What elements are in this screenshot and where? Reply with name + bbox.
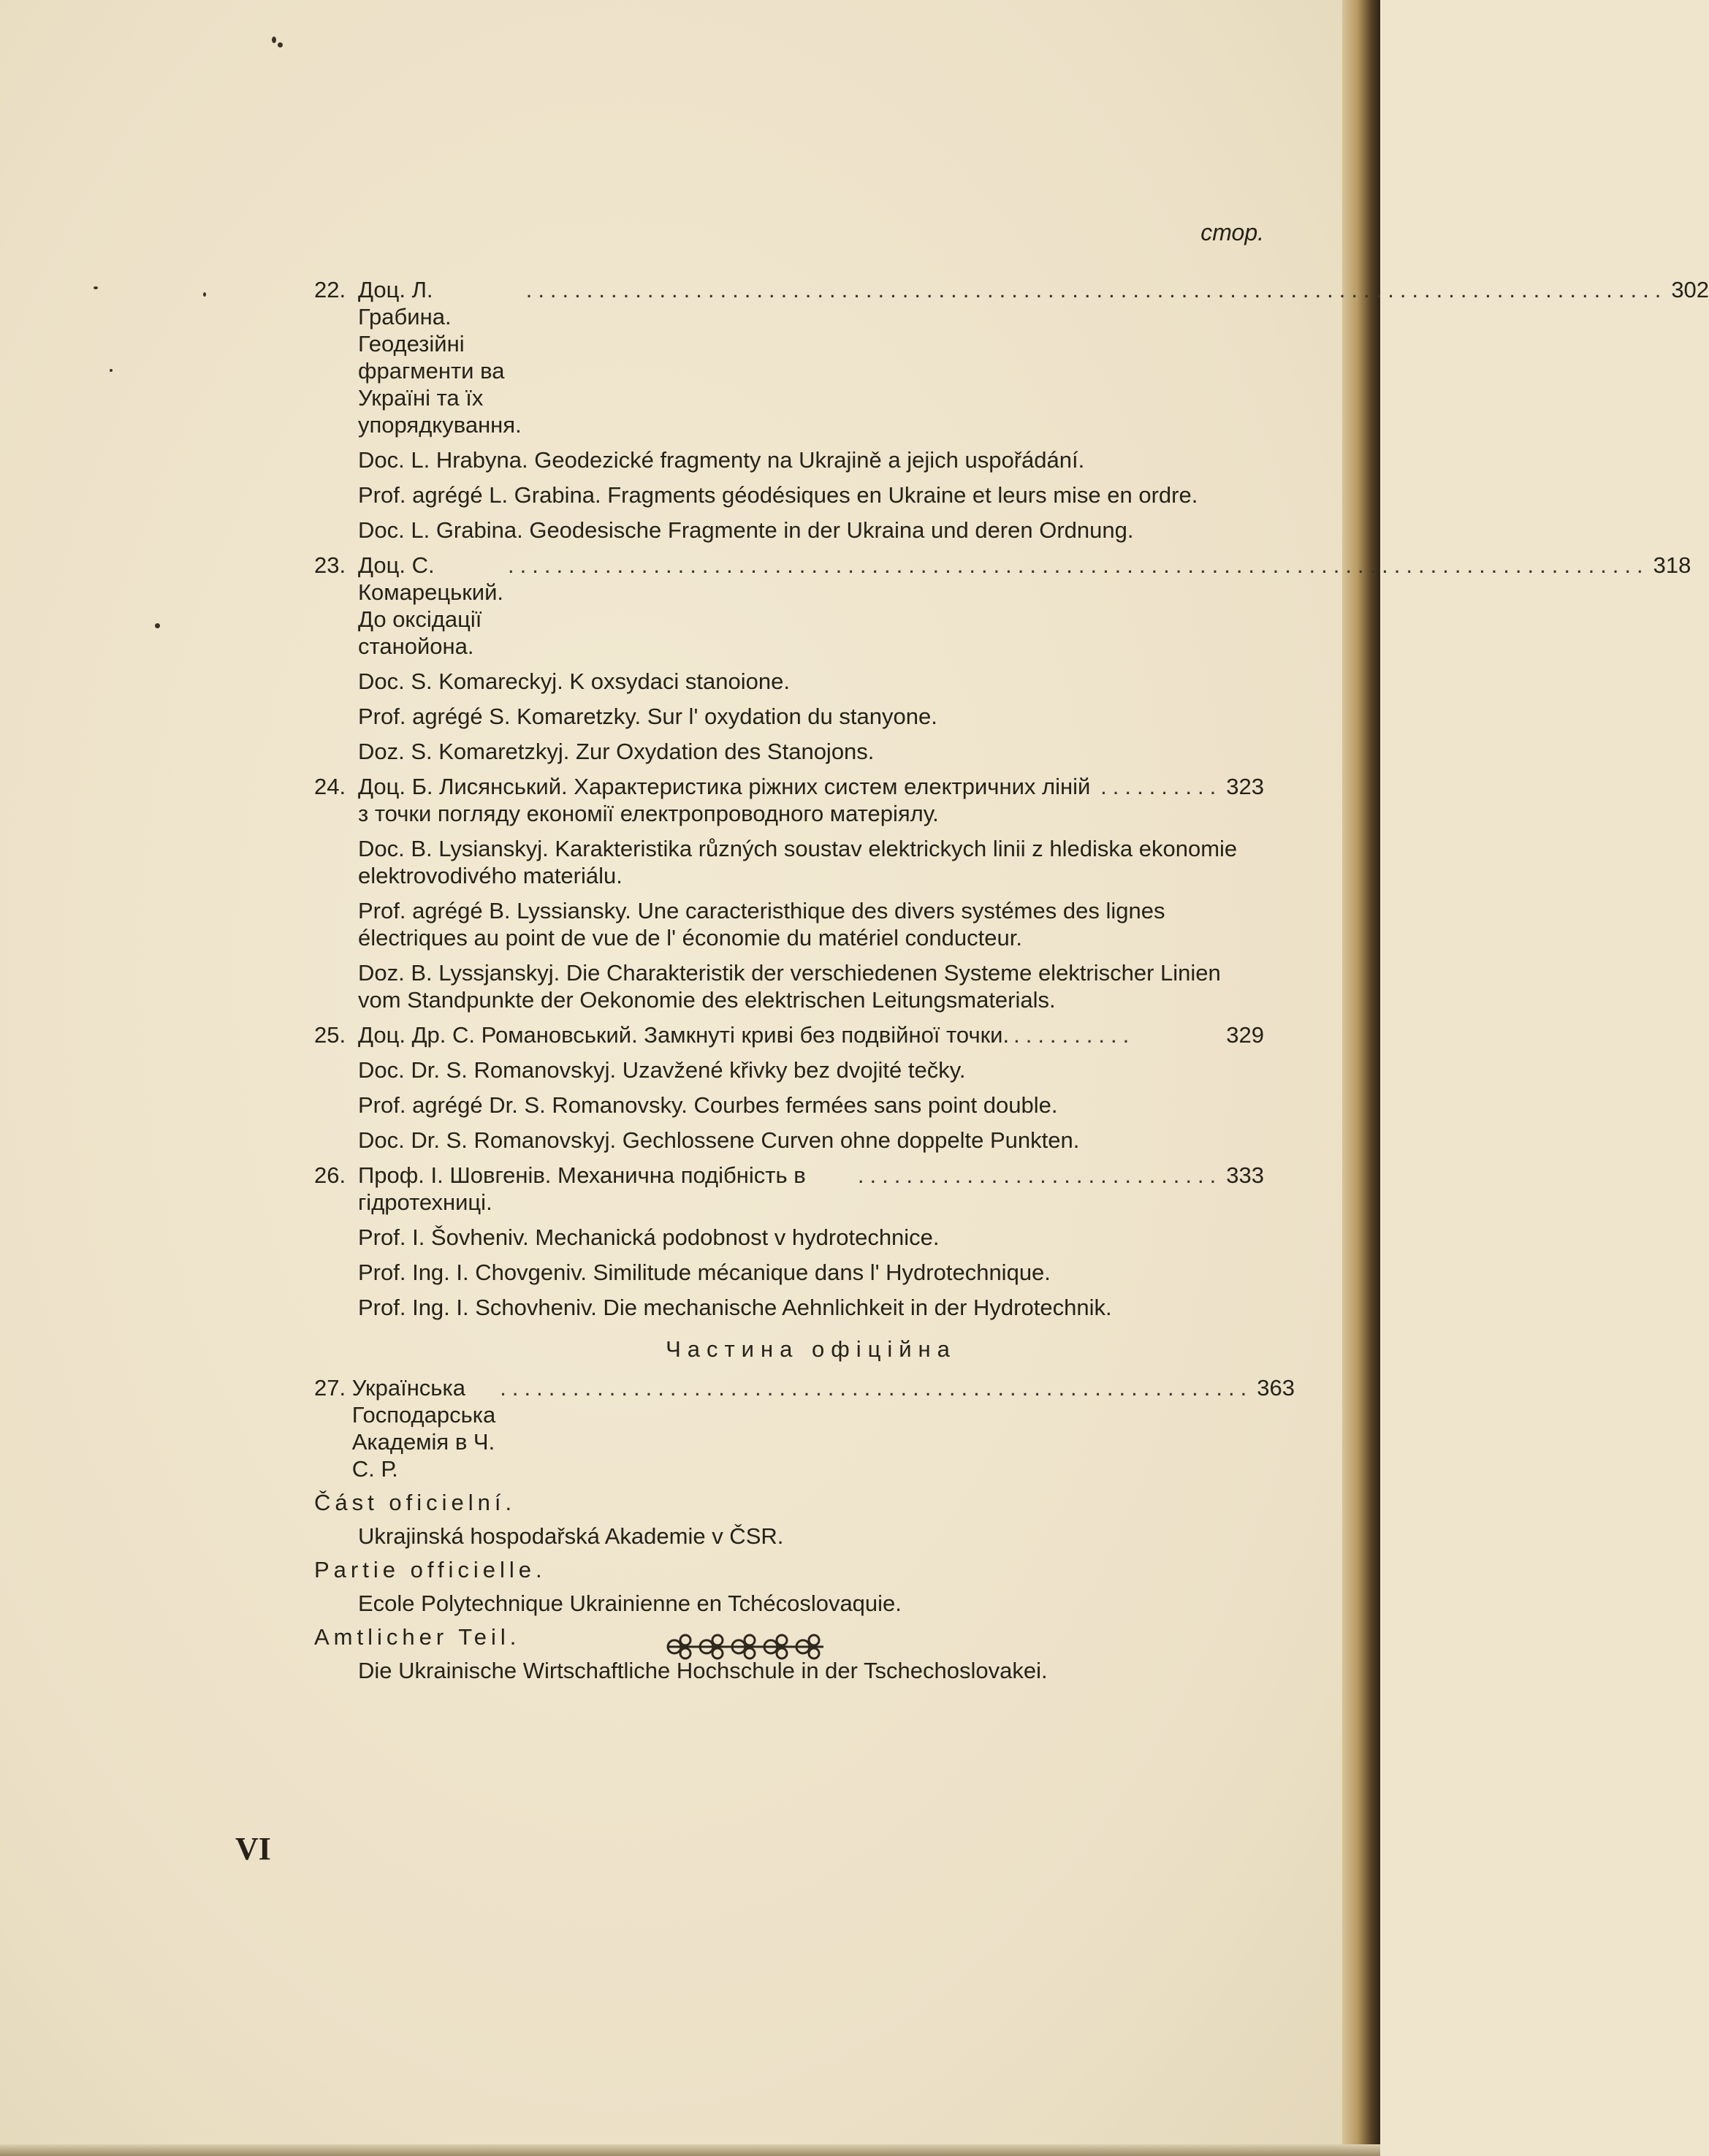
speck — [155, 623, 160, 628]
page-bottom-edge — [0, 2144, 1380, 2156]
entry-number: 23. — [314, 552, 346, 578]
entry-page: 323 — [1226, 774, 1264, 799]
leader-dots: .......... — [1013, 1022, 1135, 1048]
official-entry-ua — [314, 1374, 1295, 1482]
entry-number: 22. — [314, 277, 346, 302]
translation-de: Doc. L. Grabina. Geodesische Fragmente in der Ukraina und deren Ordnung. — [358, 517, 1134, 543]
entry-title-text: Доц. Б. Лисянський. Характеристика ріжних систем електричних ліній з точки погляду економії електропроводного матеріялу. — [358, 774, 1091, 826]
toc-entry — [314, 1162, 1264, 1321]
entry-title-text: Доц. Др. С. Романовський. Замкнуті криві без подвійної точки. — [358, 1022, 1010, 1048]
entry-title-text: Проф. І. Шовгенів. Механична подібність в гідротехниці. — [358, 1162, 806, 1215]
toc-list — [314, 276, 1709, 1691]
entry-page: 333 — [1226, 1162, 1264, 1188]
entry-title-text: Доц. Л. Грабина. Геодезійні фрагменти ва Україні та їх упорядкування. — [358, 277, 522, 438]
entry-number: 27. — [314, 1375, 346, 1401]
translation-fr: Prof. Ing. I. Chovgeniv. Similitude mécanique dans l' Hydrotechnique. — [358, 1260, 1051, 1285]
speck — [278, 42, 283, 47]
translation-cs: Doc. L. Hrabyna. Geodezické fragmenty na Ukrajině a jejich uspořádání. — [358, 447, 1085, 473]
translation-fr: Prof. agrégé L. Grabina. Fragments géodésiques en Ukraine et leurs mise en ordre. — [358, 482, 1198, 508]
translation-fr: Prof. agrégé Dr. S. Romanovsky. Courbes fermées sans point double. — [358, 1092, 1058, 1118]
leader-dots: .............................................................................................. — [508, 552, 1649, 578]
toc-entry — [314, 1021, 1264, 1154]
official-heading-de: Amtlicher Teil. — [314, 1624, 521, 1650]
translation-fr: Prof. agrégé S. Komaretzky. Sur l' oxydation du stanyone. — [358, 704, 937, 729]
leader-dots: .............................................................................................. — [525, 277, 1667, 302]
leader-dots: .............................................................. — [500, 1375, 1253, 1401]
entry-page: 302 — [1671, 277, 1709, 302]
translation-de: Doz. B. Lyssjanskyj. Die Charakteristik der verschiedenen Systeme elektrischer Linien vom Standpunkte der Oekonomie des elektrischen Leitungsmaterials. — [358, 960, 1221, 1013]
translation-de: Doz. S. Komaretzkyj. Zur Oxydation des Stanojons. — [358, 739, 875, 764]
entry-title-ua — [358, 552, 1691, 660]
entry-title-ua — [358, 276, 1709, 438]
official-text-cs: Ukrajinská hospodařská Akademie v ČSR. — [358, 1523, 784, 1549]
speck — [94, 286, 98, 289]
toc-entry — [314, 276, 1709, 544]
page-binding-edge — [1342, 0, 1380, 2156]
entry-page: 329 — [1226, 1022, 1264, 1048]
entry-page: 318 — [1653, 552, 1691, 578]
official-heading-cs: Část oficielní. — [314, 1490, 517, 1515]
translation-fr: Prof. agrégé B. Lyssiansky. Une caracteristhique des divers systémes des lignes électriques au point de vue de l' économie du matériel conducteur. — [358, 898, 1165, 951]
floral-ornament-icon — [661, 1629, 829, 1664]
entry-title-text: Доц. С. Комарецький. До оксідації станойона. — [358, 552, 504, 659]
translation-de: Prof. Ing. I. Schovheniv. Die mechanische Aehnlichkeit in der Hydrotechnik. — [358, 1295, 1112, 1320]
translation-cs: Prof. I. Šovheniv. Mechanická podobnost v hydrotechnice. — [358, 1224, 940, 1250]
entry-number: 24. — [314, 774, 346, 799]
entry-number: 25. — [314, 1022, 346, 1048]
speck — [203, 292, 206, 297]
translation-cs: Doc. B. Lysianskyj. Karakteristika různých soustav elektrickych linii z hlediska ekonomie elektrovodivého materiálu. — [358, 836, 1238, 888]
official-heading-fr: Partie officielle. — [314, 1557, 547, 1582]
entry-title-ua — [358, 1162, 1264, 1216]
speck — [272, 37, 276, 43]
entry-title-ua — [358, 1021, 1264, 1048]
page-number-roman: VI — [235, 1831, 271, 1867]
leader-dots: .......... — [1100, 774, 1222, 799]
entry-page: 363 — [1257, 1375, 1295, 1401]
section-title: Частина офіційна — [666, 1336, 956, 1362]
toc-entry — [314, 552, 1691, 765]
translation-cs: Doc. S. Komareckyj. K oxsydaci stanoione. — [358, 668, 790, 694]
official-text-de: Die Ukrainische Wirtschaftliche Hochschule in der Tschechoslovakei. — [358, 1658, 1048, 1683]
translation-cs: Doc. Dr. S. Romanovskyj. Uzavžené křivky bez dvojité tečky. — [358, 1057, 966, 1083]
entry-title-text: Українська Господарська Академія в Ч. С. Р. — [351, 1375, 496, 1482]
leader-dots: .............................. — [857, 1162, 1222, 1188]
entry-title-ua — [358, 773, 1264, 827]
official-text-fr: Ecole Polytechnique Ukrainienne en Tchécoslovaquie. — [358, 1591, 902, 1616]
toc-entry — [314, 773, 1264, 1013]
entry-number: 26. — [314, 1162, 346, 1188]
page-column-label: стор. — [1200, 219, 1264, 245]
translation-de: Doc. Dr. S. Romanovskyj. Gechlossene Curven ohne doppelte Punkten. — [358, 1127, 1080, 1153]
speck — [110, 369, 113, 372]
